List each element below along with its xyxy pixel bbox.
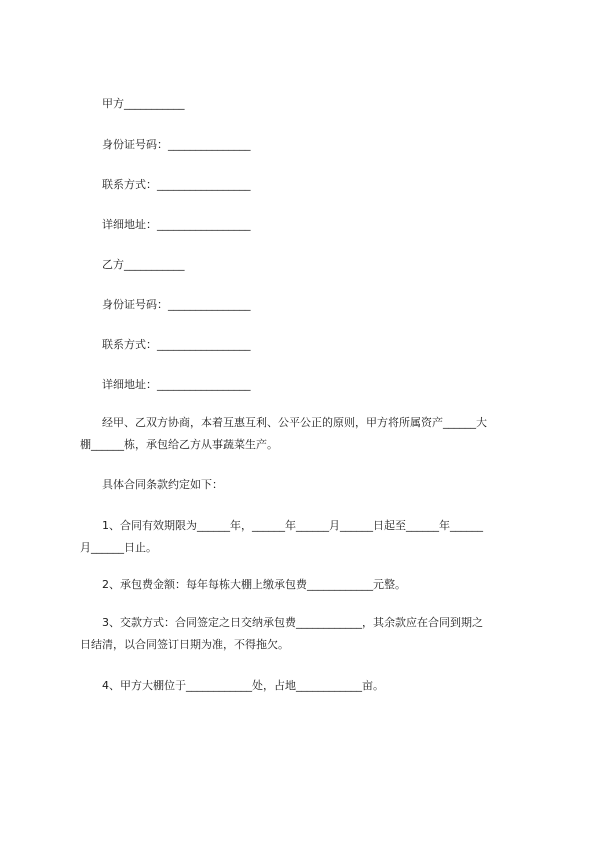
party-a-address-line: 详细地址：_________________ [102, 218, 251, 231]
party-a-name-line: 甲方___________ [102, 97, 185, 110]
party-a-contact-line: 联系方式：_________________ [102, 178, 251, 191]
clause-3 [80, 612, 522, 656]
terms-heading: 具体合同条款约定如下： [102, 478, 223, 491]
party-b-contact-line: 联系方式：_________________ [102, 338, 251, 351]
party-b-id-line: 身份证号码：_______________ [102, 298, 251, 311]
clause-3-line-2: 日结清，以合同签订日期为准，不得拖欠。 [80, 638, 289, 651]
clause-4 [102, 675, 522, 697]
clause-3-line-1: 3、交款方式：合同签定之日交纳承包费____________，其余款应在合同到期之 [102, 616, 483, 629]
party-a-id-line: 身份证号码：_______________ [102, 138, 251, 151]
party-b-address-line: 详细地址：_________________ [102, 378, 251, 391]
clause-2 [102, 574, 522, 596]
clause-1-line-1: 1、合同有效期限为______年，______年______月______日起至______年______ [102, 519, 483, 532]
intro-line-1: 经甲、乙双方协商，本着互惠互利、公平公正的原则，甲方将所属资产______大 [102, 416, 487, 429]
intro-line-2: 棚______栋，承包给乙方从事蔬菜生产。 [80, 438, 278, 451]
clause-1-line-2: 月______日止。 [80, 541, 157, 554]
clause-2-line-1: 2、承包费金额：每年每栋大棚上缴承包费____________元整。 [102, 578, 406, 591]
intro-paragraph [80, 412, 522, 456]
party-b-name-line: 乙方___________ [102, 258, 185, 271]
clause-1 [80, 515, 522, 559]
clause-4-line-1: 4、甲方大棚位于____________处，占地____________亩。 [102, 679, 384, 692]
